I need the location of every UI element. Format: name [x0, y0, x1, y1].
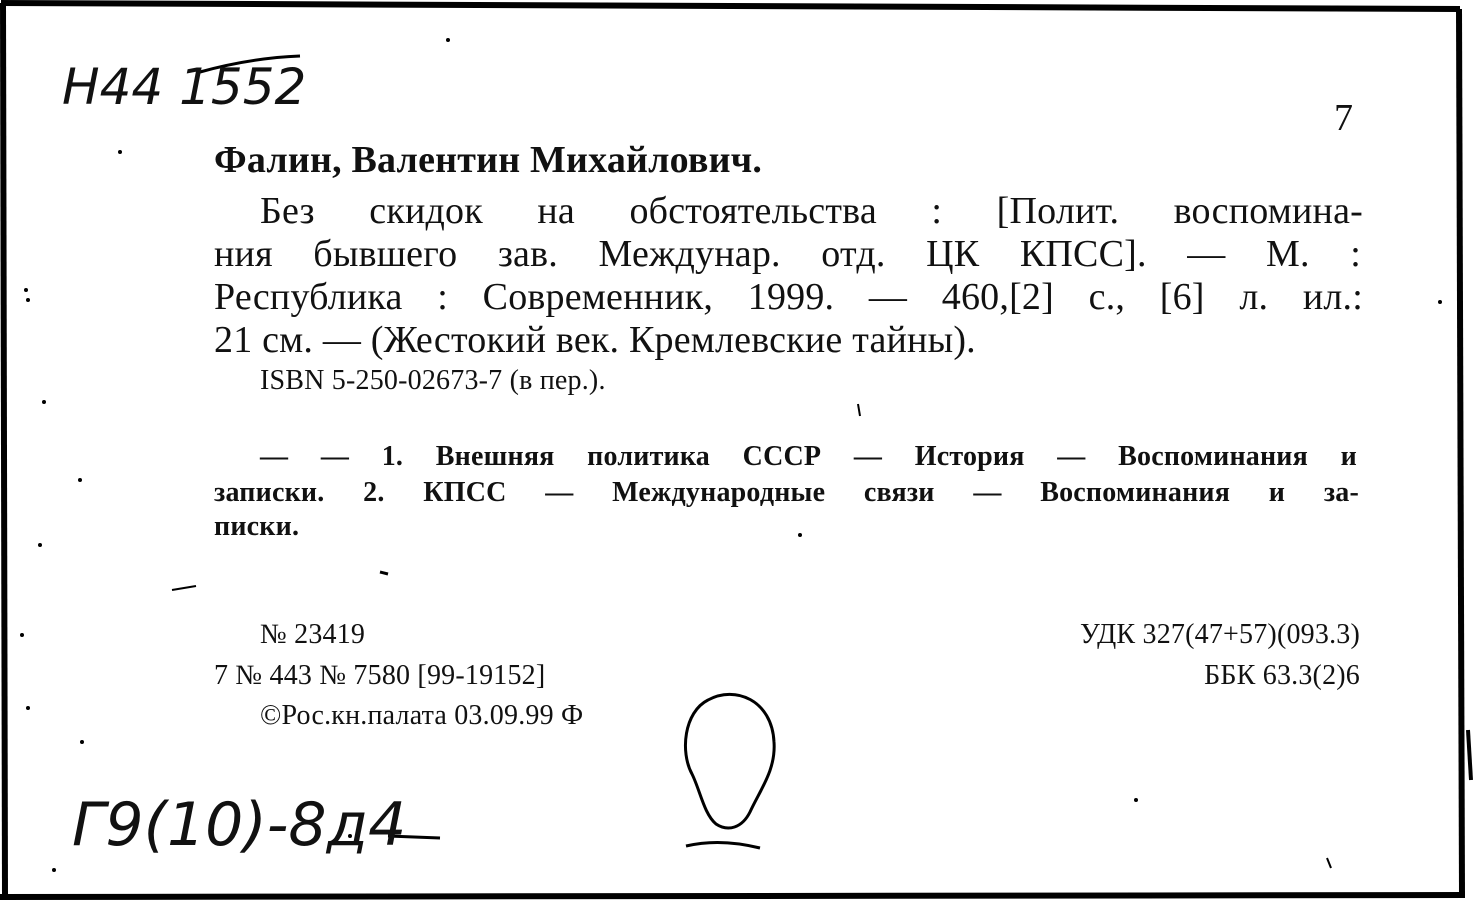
card-border-top [1, 3, 1460, 9]
order-line: 7 № 443 № 7580 [99-19152] [214, 660, 546, 691]
speck [1134, 798, 1138, 802]
margin-mark [172, 586, 196, 590]
speck [80, 740, 84, 744]
margin-mark [1327, 858, 1331, 868]
udk-classification: УДК 327(47+57)(093.3) [1079, 619, 1360, 650]
page-number: 7 [1334, 97, 1354, 139]
title-line: 21 см. — (Жестокий век. Кремлевские тайны). [214, 319, 976, 361]
card-edge-mark [1468, 730, 1471, 780]
bbk-classification: ББК 63.3(2)6 [1204, 660, 1360, 691]
speck [42, 400, 46, 404]
author-heading: Фалин, Валентин Михайлович. [214, 139, 763, 181]
library-stamp-base [686, 842, 760, 848]
subject-line: записки. 2. КПСС — Международные связи — Воспоминания и за- [214, 477, 1359, 508]
handwritten-call-number: Н44 1552 [62, 58, 307, 116]
title-line: ния бывшего зав. Междунар. отд. ЦК КПСС]. — М. : [214, 233, 1361, 275]
speck [446, 38, 450, 42]
speck [78, 478, 82, 482]
handwritten-shelf-mark: Г9(10)-8д4 [72, 790, 407, 860]
record-number: № 23419 [260, 619, 366, 650]
subject-line: — — 1. Внешняя политика СССР — История — Воспоминания и [260, 441, 1357, 472]
speck [38, 543, 42, 547]
library-stamp [685, 694, 774, 828]
title-line: Республика : Современник, 1999. — 460,[2] с., [6] л. ил.: [214, 276, 1363, 318]
speck [24, 288, 28, 292]
speck [118, 150, 122, 154]
subject-line: писки. [214, 511, 300, 542]
speck [20, 633, 24, 637]
speck [26, 298, 30, 302]
isbn: ISBN 5-250-02673-7 (в пер.). [260, 365, 606, 396]
speck [52, 868, 56, 872]
card-border-right [1459, 9, 1462, 895]
margin-mark [858, 404, 860, 416]
copyright-line: ©Рос.кн.палата 03.09.99 Ф [260, 700, 584, 731]
card-border-left [3, 3, 5, 897]
speck [1438, 300, 1442, 304]
speck [798, 533, 802, 537]
title-line: Без скидок на обстоятельства : [Полит. воспомина- [260, 190, 1363, 232]
margin-mark [380, 572, 388, 574]
speck [26, 706, 30, 710]
card-border-bottom [0, 895, 1465, 897]
